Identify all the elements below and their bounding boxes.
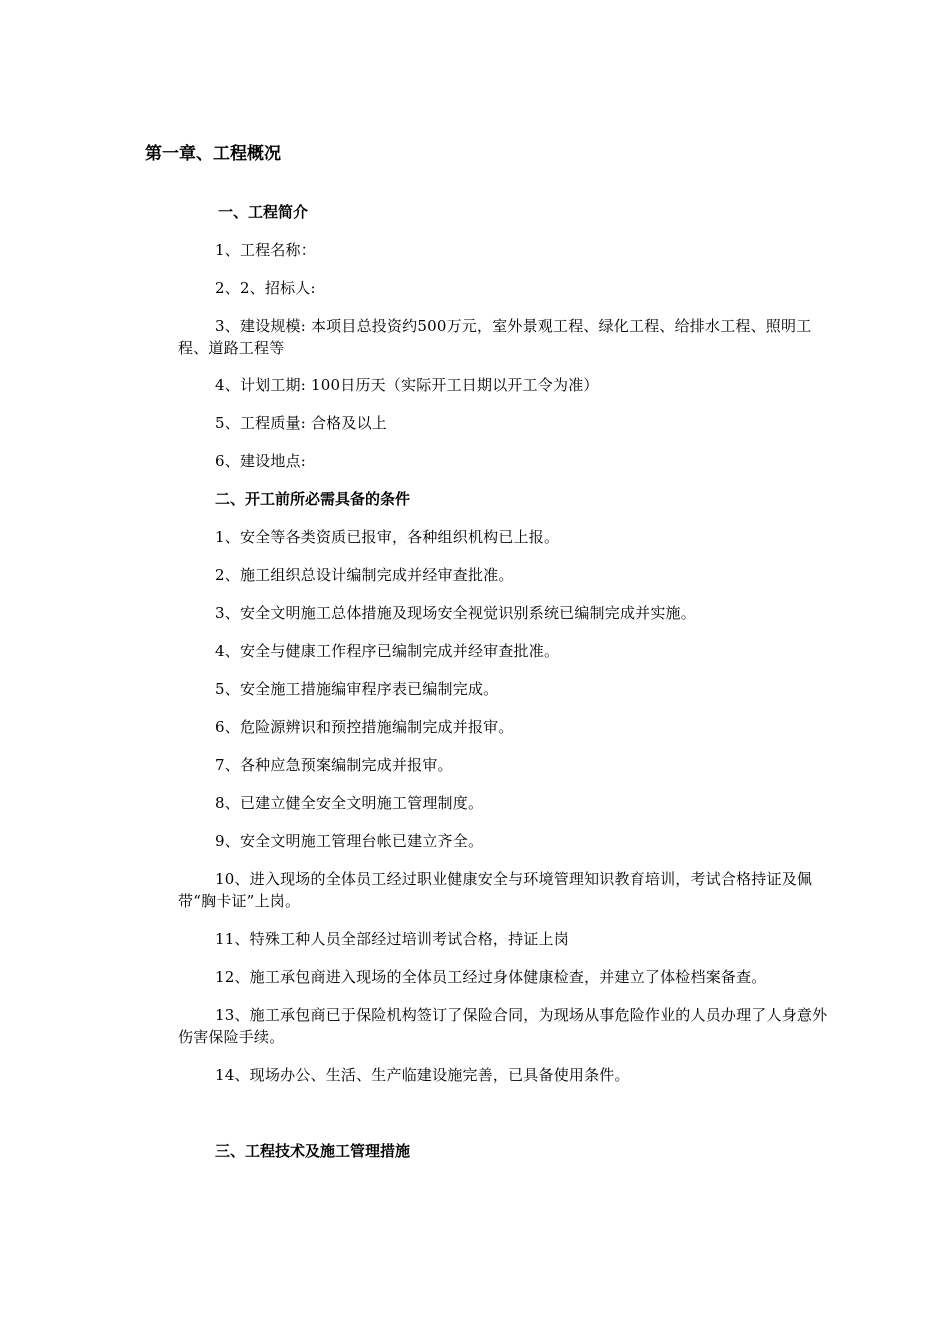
list-item: 4、计划工期: 100日历天（实际开工日期以开工令为准） xyxy=(215,376,599,394)
list-item: 10、进入现场的全体员工经过职业健康安全与环境管理知识教育培训，考试合格持证及佩带“胸卡证”上岗。 xyxy=(178,870,813,910)
list-item: 11、特殊工种人员全部经过培训考试合格，持证上岗 xyxy=(215,930,569,948)
list-item: 13、施工承包商已于保险机构签订了保险合同，为现场从事危险作业的人员办理了人身意外伤害保险手续。 xyxy=(178,1006,828,1046)
list-item: 12、施工承包商进入现场的全体员工经过身体健康检查，并建立了体检档案备查。 xyxy=(215,968,767,986)
section-heading-overview: 一、工程简介 xyxy=(218,203,309,221)
list-item: 5、安全施工措施编审程序表已编制完成。 xyxy=(215,680,499,698)
section-heading-technical-measures: 三、工程技术及施工管理措施 xyxy=(215,1142,411,1160)
list-item: 2、施工组织总设计编制完成并经审查批准。 xyxy=(215,566,514,584)
list-item: 3、安全文明施工总体措施及现场安全视觉识别系统已编制完成并实施。 xyxy=(215,604,696,622)
list-item: 8、已建立健全安全文明施工管理制度。 xyxy=(215,794,484,812)
list-item: 7、各种应急预案编制完成并报审。 xyxy=(215,756,453,774)
list-item: 6、建设地点: xyxy=(215,452,306,470)
list-item: 3、建设规模: 本项目总投资约500万元，室外景观工程、绿化工程、给排水工程、照明工程、道路工程等 xyxy=(178,317,812,357)
list-item: 4、安全与健康工作程序已编制完成并经审查批准。 xyxy=(215,642,560,660)
list-item: 1、工程名称： xyxy=(215,241,316,259)
list-item: 5、工程质量: 合格及以上 xyxy=(215,414,387,432)
list-item: 14、现场办公、生活、生产临建设施完善，已具备使用条件。 xyxy=(215,1066,630,1084)
list-item: 2、2、招标人: xyxy=(215,279,316,297)
list-item: 6、危险源辨识和预控措施编制完成并报审。 xyxy=(215,718,514,736)
list-item: 1、安全等各类资质已报审，各种组织机构已上报。 xyxy=(215,528,560,546)
chapter-title: 第一章、工程概况 xyxy=(145,144,281,164)
section-heading-prerequisites: 二、开工前所必需具备的条件 xyxy=(215,490,411,508)
list-item: 9、安全文明施工管理台帐已建立齐全。 xyxy=(215,832,484,850)
